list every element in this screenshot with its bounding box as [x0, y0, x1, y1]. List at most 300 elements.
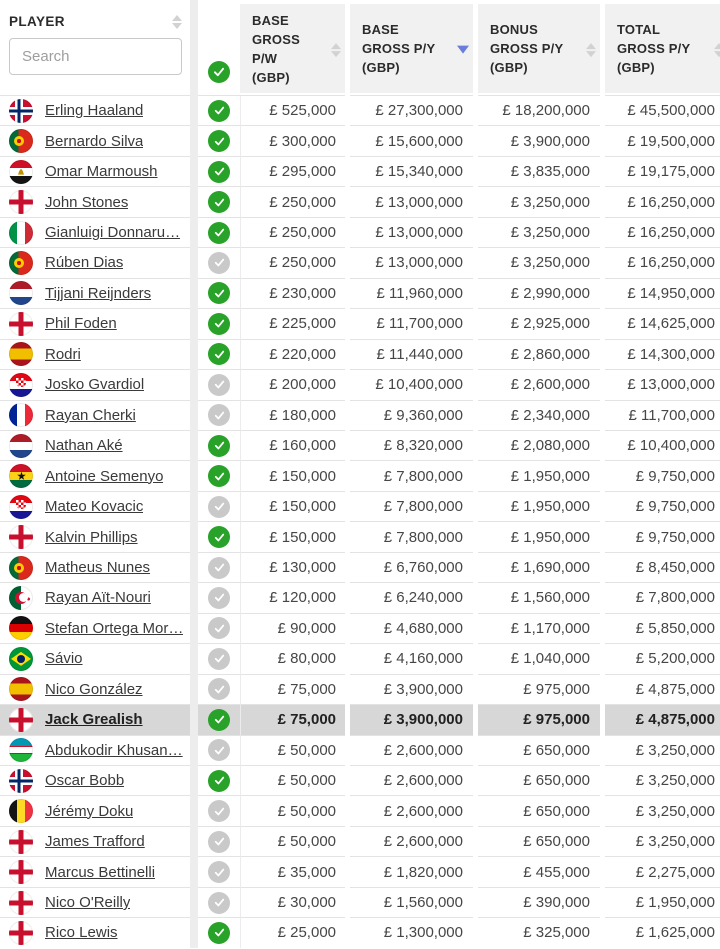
table-row[interactable]	[0, 430, 720, 460]
base-gross-pw-cell: £ 90,000	[240, 613, 345, 643]
base-gross-py-cell: £ 13,000,000	[350, 186, 473, 216]
player-name-link[interactable]: Antoine Semenyo	[45, 467, 164, 485]
player-cell	[0, 125, 190, 155]
base-gross-pw-cell: £ 225,000	[240, 308, 345, 338]
verified-cell	[198, 887, 240, 917]
table-row[interactable]	[0, 795, 720, 825]
column-gutter	[190, 521, 198, 551]
total-gross-py-cell: £ 3,250,000	[605, 795, 720, 825]
table-row[interactable]	[0, 643, 720, 673]
verified-cell	[198, 247, 240, 277]
total-gross-py-cell: £ 16,250,000	[605, 186, 720, 216]
sort-arrows-icon	[714, 43, 720, 57]
base-gross-py-cell: £ 15,600,000	[350, 125, 473, 155]
verified-check-icon	[208, 678, 230, 700]
player-name-link[interactable]: Omar Marmoush	[45, 163, 158, 181]
column-gutter	[190, 156, 198, 186]
player-cell	[0, 339, 190, 369]
base-gross-py-cell: £ 4,160,000	[350, 643, 473, 673]
table-row[interactable]	[0, 125, 720, 155]
base-gross-pw-cell: £ 75,000	[240, 674, 345, 704]
bonus-gross-py-cell: £ 3,250,000	[478, 217, 600, 247]
player-cell	[0, 826, 190, 856]
player-cell	[0, 308, 190, 338]
verified-cell	[198, 674, 240, 704]
base-gross-pw-cell: £ 180,000	[240, 400, 345, 430]
player-sort-header[interactable]	[9, 14, 184, 29]
table-row[interactable]	[0, 308, 720, 338]
verified-cell	[198, 95, 240, 125]
player-name-link[interactable]: Kalvin Phillips	[45, 528, 138, 546]
base-gross-py-cell: £ 1,300,000	[350, 917, 473, 947]
verified-check-icon	[208, 435, 230, 457]
base-gross-pw-cell: £ 80,000	[240, 643, 345, 673]
verified-cell	[198, 826, 240, 856]
column-gutter	[190, 887, 198, 917]
player-cell	[0, 217, 190, 247]
total-gross-py-cell: £ 13,000,000	[605, 369, 720, 399]
verified-cell	[198, 430, 240, 460]
table-row[interactable]	[0, 369, 720, 399]
column-gutter	[190, 491, 198, 521]
player-name-link[interactable]: Abdukodir Khusan…	[45, 741, 183, 759]
player-cell	[0, 704, 190, 734]
sort-arrows-icon	[331, 43, 341, 57]
country-flag-icon	[9, 403, 33, 427]
verified-check-icon	[208, 587, 230, 609]
country-flag-icon	[9, 799, 33, 823]
bonus-gross-py-cell: £ 18,200,000	[478, 95, 600, 125]
player-name-link[interactable]: Stefan Ortega Mor…	[45, 619, 184, 637]
column-gutter	[190, 704, 198, 734]
total-gross-py-cell: £ 16,250,000	[605, 247, 720, 277]
country-flag-icon	[9, 495, 33, 519]
table-row[interactable]	[0, 856, 720, 886]
verified-check-icon	[208, 404, 230, 426]
base-gross-py-cell: £ 27,300,000	[350, 95, 473, 125]
column-gutter	[190, 0, 198, 95]
country-flag-icon	[9, 281, 33, 305]
verified-cell	[198, 460, 240, 490]
column-gutter	[190, 369, 198, 399]
verified-cell	[198, 156, 240, 186]
total-gross-py-cell: £ 19,500,000	[605, 125, 720, 155]
country-flag-icon	[9, 769, 33, 793]
sort-desc-icon	[457, 45, 469, 53]
base-gross-pw-cell: £ 50,000	[240, 795, 345, 825]
column-label: TOTAL GROSS P/Y (GBP)	[617, 22, 691, 75]
base-gross-pw-cell: £ 220,000	[240, 339, 345, 369]
verified-check-icon	[208, 709, 230, 731]
verified-check-icon	[208, 648, 230, 670]
verified-cell	[198, 339, 240, 369]
verified-check-icon	[208, 465, 230, 487]
column-gutter	[190, 278, 198, 308]
total-gross-py-cell: £ 5,850,000	[605, 613, 720, 643]
verified-cell	[198, 917, 240, 947]
bonus-gross-py-cell: £ 650,000	[478, 735, 600, 765]
verified-cell	[198, 400, 240, 430]
total-gross-py-cell: £ 1,625,000	[605, 917, 720, 947]
table-row[interactable]	[0, 765, 720, 795]
table-row[interactable]	[0, 339, 720, 369]
column-gutter	[190, 125, 198, 155]
base-gross-py-cell: £ 8,320,000	[350, 430, 473, 460]
country-flag-icon	[9, 221, 33, 245]
player-cell	[0, 460, 190, 490]
country-flag-icon	[9, 464, 33, 488]
player-name-link[interactable]: Gianluigi Donnaru…	[45, 224, 181, 242]
base-gross-pw-cell: £ 50,000	[240, 735, 345, 765]
column-gutter	[190, 826, 198, 856]
table-row[interactable]	[0, 674, 720, 704]
country-flag-icon	[9, 342, 33, 366]
table-row[interactable]	[0, 186, 720, 216]
player-cell	[0, 156, 190, 186]
sort-arrows-icon	[172, 15, 182, 29]
total-gross-py-cell: £ 5,200,000	[605, 643, 720, 673]
column-gutter	[190, 643, 198, 673]
bonus-gross-py-cell: £ 1,950,000	[478, 521, 600, 551]
total-gross-py-cell: £ 3,250,000	[605, 826, 720, 856]
player-name-link[interactable]: Nathan Aké	[45, 437, 123, 455]
player-cell	[0, 643, 190, 673]
verified-cell	[198, 795, 240, 825]
bonus-gross-py-cell: £ 2,990,000	[478, 278, 600, 308]
base-gross-pw-cell: £ 75,000	[240, 704, 345, 734]
verified-check-icon	[208, 861, 230, 883]
player-name-link[interactable]: Rico Lewis	[45, 924, 118, 942]
country-flag-icon	[9, 99, 33, 123]
column-gutter	[190, 613, 198, 643]
base-gross-py-cell: £ 2,600,000	[350, 735, 473, 765]
player-cell	[0, 278, 190, 308]
table-row[interactable]	[0, 521, 720, 551]
verified-cell	[198, 582, 240, 612]
player-cell	[0, 613, 190, 643]
base-gross-pw-cell: £ 200,000	[240, 369, 345, 399]
column-gutter	[190, 95, 198, 125]
base-gross-py-cell: £ 13,000,000	[350, 217, 473, 247]
bonus-gross-py-cell: £ 2,925,000	[478, 308, 600, 338]
column-label: BONUS GROSS P/Y (GBP)	[490, 22, 564, 75]
player-name-link[interactable]: Tijjani Reijnders	[45, 284, 152, 302]
total-gross-py-cell: £ 9,750,000	[605, 521, 720, 551]
base-gross-pw-cell: £ 230,000	[240, 278, 345, 308]
column-label: BASE GROSS P/Y (GBP)	[362, 22, 436, 75]
bonus-gross-py-cell: £ 1,170,000	[478, 613, 600, 643]
base-gross-pw-cell: £ 35,000	[240, 856, 345, 886]
verified-check-icon	[208, 800, 230, 822]
base-gross-py-cell: £ 7,800,000	[350, 491, 473, 521]
base-gross-pw-cell: £ 150,000	[240, 521, 345, 551]
player-name-link[interactable]: Marcus Bettinelli	[45, 863, 156, 881]
player-name-link[interactable]: Matheus Nunes	[45, 559, 151, 577]
column-gutter	[190, 400, 198, 430]
column-gutter	[190, 186, 198, 216]
player-column-header	[0, 0, 190, 95]
verified-cell	[198, 186, 240, 216]
country-flag-icon	[9, 586, 33, 610]
player-cell	[0, 369, 190, 399]
column-gutter	[190, 856, 198, 886]
base-gross-py-cell: £ 11,960,000	[350, 278, 473, 308]
player-cell	[0, 247, 190, 277]
base-gross-py-cell: £ 11,440,000	[350, 339, 473, 369]
column-gutter	[190, 552, 198, 582]
search-input[interactable]	[9, 38, 182, 75]
player-name-link[interactable]: Erling Haaland	[45, 102, 144, 120]
base-gross-py-cell: £ 1,560,000	[350, 887, 473, 917]
player-name-link[interactable]: Rayan Cherki	[45, 406, 136, 424]
player-name-link[interactable]: Phil Foden	[45, 315, 117, 333]
base-gross-pw-cell: £ 250,000	[240, 186, 345, 216]
column-gutter	[190, 308, 198, 338]
total-gross-py-cell: £ 1,950,000	[605, 887, 720, 917]
country-flag-icon	[9, 251, 33, 275]
bonus-gross-py-cell: £ 3,900,000	[478, 125, 600, 155]
base-gross-py-cell: £ 6,240,000	[350, 582, 473, 612]
total-gross-py-cell: £ 9,750,000	[605, 460, 720, 490]
bonus-gross-py-cell: £ 1,690,000	[478, 552, 600, 582]
bonus-gross-py-cell: £ 1,950,000	[478, 491, 600, 521]
base-gross-pw-cell: £ 30,000	[240, 887, 345, 917]
country-flag-icon	[9, 616, 33, 640]
table-row[interactable]	[0, 735, 720, 765]
table-row[interactable]	[0, 95, 720, 125]
total-gross-py-cell: £ 2,275,000	[605, 856, 720, 886]
base-gross-py-cell: £ 2,600,000	[350, 765, 473, 795]
total-gross-py-cell: £ 16,250,000	[605, 217, 720, 247]
player-cell	[0, 917, 190, 947]
table-row[interactable]	[0, 582, 720, 612]
base-gross-py-cell: £ 11,700,000	[350, 308, 473, 338]
player-name-link[interactable]: Nico González	[45, 680, 143, 698]
table-body	[0, 95, 720, 948]
column-gutter	[190, 765, 198, 795]
player-name-link[interactable]: Jack Grealish	[45, 711, 143, 729]
base-gross-py-cell: £ 9,360,000	[350, 400, 473, 430]
base-gross-py-cell: £ 3,900,000	[350, 674, 473, 704]
player-name-link[interactable]: James Trafford	[45, 833, 145, 851]
player-name-link[interactable]: Bernardo Silva	[45, 132, 144, 150]
country-flag-icon	[9, 830, 33, 854]
total-gross-py-cell: £ 3,250,000	[605, 735, 720, 765]
country-flag-icon	[9, 525, 33, 549]
player-name-link[interactable]: Nico O'Reilly	[45, 894, 131, 911]
country-flag-icon	[9, 556, 33, 580]
player-cell	[0, 735, 190, 765]
verified-check-icon	[208, 100, 230, 122]
player-name-link[interactable]: Mateo Kovacic	[45, 498, 144, 516]
total-gross-py-cell: £ 14,625,000	[605, 308, 720, 338]
base-gross-pw-cell: £ 120,000	[240, 582, 345, 612]
base-gross-py-cell: £ 3,900,000	[350, 704, 473, 734]
table-row[interactable]	[0, 887, 720, 917]
bonus-gross-py-cell: £ 390,000	[478, 887, 600, 917]
table-row[interactable]	[0, 552, 720, 582]
base-gross-pw-cell: £ 25,000	[240, 917, 345, 947]
table-row[interactable]	[0, 400, 720, 430]
total-gross-py-cell: £ 4,875,000	[605, 674, 720, 704]
country-flag-icon	[9, 312, 33, 336]
verified-check-icon	[208, 496, 230, 518]
table-row[interactable]	[0, 826, 720, 856]
column-header-total-gross-py[interactable]	[605, 4, 720, 93]
base-gross-py-cell: £ 1,820,000	[350, 856, 473, 886]
verified-cell	[198, 613, 240, 643]
country-flag-icon	[9, 891, 33, 915]
verified-check-icon	[208, 374, 230, 396]
player-cell	[0, 521, 190, 551]
verified-check-icon	[208, 313, 230, 335]
total-gross-py-cell: £ 11,700,000	[605, 400, 720, 430]
total-gross-py-cell: £ 7,800,000	[605, 582, 720, 612]
base-gross-py-cell: £ 13,000,000	[350, 247, 473, 277]
base-gross-py-cell: £ 6,760,000	[350, 552, 473, 582]
verified-column-header[interactable]	[198, 0, 240, 95]
country-flag-icon	[9, 647, 33, 671]
verified-cell	[198, 552, 240, 582]
bonus-gross-py-cell: £ 650,000	[478, 826, 600, 856]
country-flag-icon	[9, 434, 33, 458]
verified-check-icon	[208, 252, 230, 274]
verified-check-icon	[208, 557, 230, 579]
base-gross-pw-cell: £ 250,000	[240, 217, 345, 247]
country-flag-icon	[9, 738, 33, 762]
total-gross-py-cell: £ 10,400,000	[605, 430, 720, 460]
base-gross-py-cell: £ 2,600,000	[350, 826, 473, 856]
base-gross-pw-cell: £ 525,000	[240, 95, 345, 125]
verified-cell	[198, 278, 240, 308]
player-cell	[0, 491, 190, 521]
table-row[interactable]	[0, 917, 720, 947]
base-gross-pw-cell: £ 50,000	[240, 765, 345, 795]
column-gutter	[190, 674, 198, 704]
column-gutter	[190, 460, 198, 490]
player-name-link[interactable]: Sávio	[45, 650, 83, 668]
player-cell	[0, 400, 190, 430]
table-row[interactable]	[0, 247, 720, 277]
column-label: BASE GROSS P/W (GBP)	[252, 12, 300, 85]
country-flag-icon	[9, 860, 33, 884]
verified-check-icon	[208, 739, 230, 761]
column-header-bonus-gross-py[interactable]	[478, 4, 600, 93]
verified-check-icon	[208, 770, 230, 792]
player-cell	[0, 95, 190, 125]
player-cell	[0, 430, 190, 460]
column-gutter	[190, 217, 198, 247]
base-gross-pw-cell: £ 130,000	[240, 552, 345, 582]
table-row[interactable]	[0, 704, 720, 734]
table-row[interactable]	[0, 156, 720, 186]
verified-check-icon	[208, 282, 230, 304]
bonus-gross-py-cell: £ 325,000	[478, 917, 600, 947]
column-gutter	[190, 917, 198, 947]
verified-check-icon	[208, 222, 230, 244]
verified-check-icon	[208, 161, 230, 183]
table-row[interactable]	[0, 613, 720, 643]
column-header-base-gross-py[interactable]	[350, 4, 473, 93]
table-row[interactable]	[0, 491, 720, 521]
verified-check-icon	[208, 892, 230, 914]
column-header-base-gross-pw[interactable]	[240, 4, 345, 93]
verified-check-icon	[208, 831, 230, 853]
bonus-gross-py-cell: £ 2,860,000	[478, 339, 600, 369]
verified-cell	[198, 735, 240, 765]
player-name-link[interactable]: Jérémy Doku	[45, 802, 134, 820]
total-gross-py-cell: £ 8,450,000	[605, 552, 720, 582]
bonus-gross-py-cell: £ 1,040,000	[478, 643, 600, 673]
player-cell	[0, 765, 190, 795]
verified-check-icon	[208, 922, 230, 944]
player-cell	[0, 674, 190, 704]
column-gutter	[190, 795, 198, 825]
base-gross-pw-cell: £ 295,000	[240, 156, 345, 186]
country-flag-icon	[9, 373, 33, 397]
verified-cell	[198, 369, 240, 399]
country-flag-icon	[9, 190, 33, 214]
country-flag-icon	[9, 921, 33, 945]
column-gutter	[190, 735, 198, 765]
base-gross-py-cell: £ 7,800,000	[350, 460, 473, 490]
column-gutter	[190, 430, 198, 460]
verified-cell	[198, 643, 240, 673]
player-cell	[0, 795, 190, 825]
country-flag-icon	[9, 677, 33, 701]
bonus-gross-py-cell: £ 3,835,000	[478, 156, 600, 186]
player-cell	[0, 552, 190, 582]
player-name-link[interactable]: Rodri	[45, 345, 81, 363]
base-gross-pw-cell: £ 300,000	[240, 125, 345, 155]
player-name-link[interactable]: John Stones	[45, 193, 129, 211]
player-name-link[interactable]: Oscar Bobb	[45, 772, 125, 790]
total-gross-py-cell: £ 14,300,000	[605, 339, 720, 369]
bonus-gross-py-cell: £ 2,080,000	[478, 430, 600, 460]
player-name-link[interactable]: Rayan Aït-Nouri	[45, 589, 151, 607]
table-row[interactable]	[0, 278, 720, 308]
verified-cell	[198, 856, 240, 886]
table-row[interactable]	[0, 460, 720, 490]
bonus-gross-py-cell: £ 3,250,000	[478, 186, 600, 216]
verified-check-icon	[208, 343, 230, 365]
verified-cell	[198, 491, 240, 521]
table-row[interactable]	[0, 217, 720, 247]
bonus-gross-py-cell: £ 2,600,000	[478, 369, 600, 399]
total-gross-py-cell: £ 9,750,000	[605, 491, 720, 521]
total-gross-py-cell: £ 3,250,000	[605, 765, 720, 795]
bonus-gross-py-cell: £ 3,250,000	[478, 247, 600, 277]
table-header	[0, 0, 720, 95]
base-gross-pw-cell: £ 150,000	[240, 460, 345, 490]
column-gutter	[190, 582, 198, 612]
column-gutter	[190, 247, 198, 277]
player-cell	[0, 582, 190, 612]
player-name-link[interactable]: Rúben Dias	[45, 254, 124, 272]
player-name-link[interactable]: Josko Gvardiol	[45, 376, 145, 394]
base-gross-py-cell: £ 15,340,000	[350, 156, 473, 186]
bonus-gross-py-cell: £ 1,950,000	[478, 460, 600, 490]
green-check-icon	[208, 61, 230, 83]
base-gross-pw-cell: £ 50,000	[240, 826, 345, 856]
base-gross-pw-cell: £ 150,000	[240, 491, 345, 521]
verified-cell	[198, 125, 240, 155]
verified-cell	[198, 521, 240, 551]
player-cell	[0, 186, 190, 216]
base-gross-py-cell: £ 10,400,000	[350, 369, 473, 399]
player-cell	[0, 887, 190, 917]
column-gutter	[190, 339, 198, 369]
